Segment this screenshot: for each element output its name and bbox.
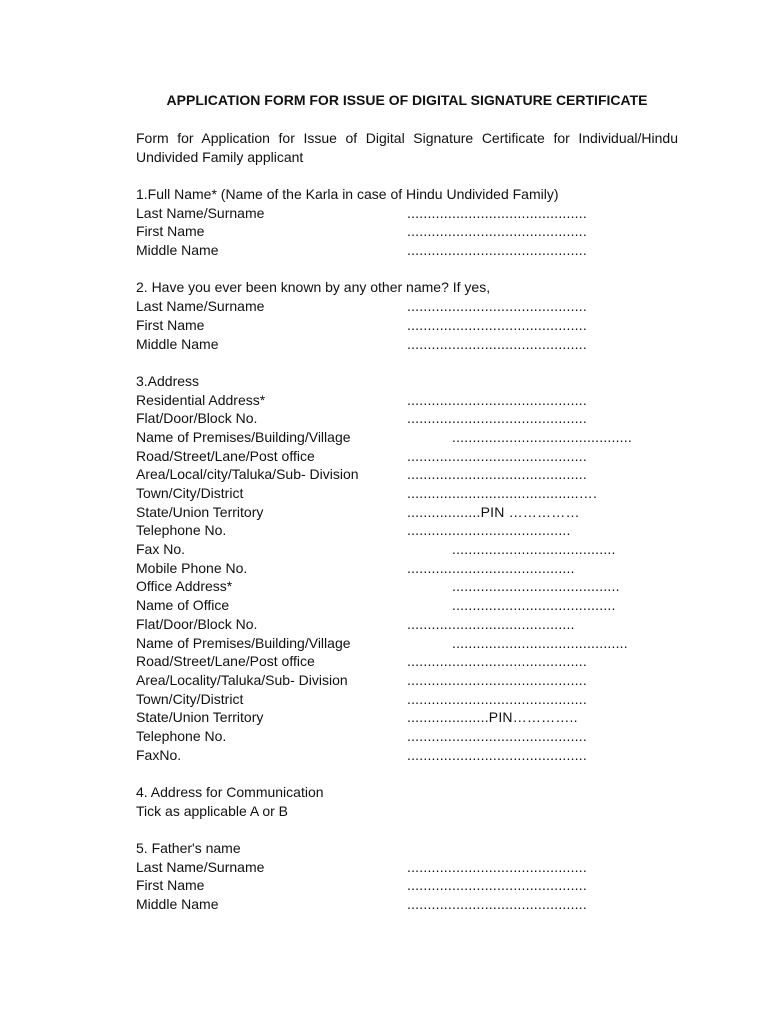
blank-line [136,260,696,279]
dotted-fill-line: ............................................ [407,858,587,875]
form-line [136,241,696,260]
blank-line [136,764,696,783]
form-line [136,484,696,503]
field-label: 1.Full Name* (Name of the Karla in case of Hindu Undivided Family) [136,186,559,202]
blank-line [136,353,696,372]
field-label: 3.Address [136,372,200,389]
form-line [136,596,696,615]
form-line [136,278,696,297]
form-line [136,802,696,821]
field-label: Middle Name [136,242,219,259]
form-title: APPLICATION FORM FOR ISSUE OF DIGITAL SIGNATURE CERTIFICATE [166,92,648,108]
field-label: Area/Local/city/Taluka/Sub- Division [136,466,359,483]
dotted-fill-line: ........................................ [452,541,616,558]
field-label: Flat/Door/Block No. [136,410,258,427]
field-label: Mobile Phone No. [136,559,248,576]
dotted-fill-line: ............................................ [407,466,587,483]
dotted-fill-line: ............................................ [407,335,587,352]
field-label: 4. Address for Communication [136,784,324,800]
form-line [136,335,696,354]
form-line [136,503,696,522]
dotted-fill-line: ............................................ [407,746,587,763]
dotted-fill-line: ....................PIN………….. [407,709,578,726]
field-label: Last Name/Surname [136,204,265,221]
dotted-fill-line: ............................................ [407,242,587,259]
dotted-fill-line: ............................................ [407,391,587,408]
field-label: Fax No. [136,541,186,558]
form-line [136,746,696,765]
form-line [136,559,696,578]
dotted-fill-line: ........................................ [452,597,616,614]
form-line [136,858,696,877]
dotted-fill-line: ............................................ [407,877,587,894]
form-line [136,652,696,671]
form-line [136,727,696,746]
field-label: First Name [136,223,205,240]
form-line [136,222,696,241]
dotted-fill-line: ............................................ [407,410,587,427]
form-line [136,540,696,559]
form-line [136,783,696,802]
field-label: Name of Office [136,597,230,614]
field-label: FaxNo. [136,746,182,763]
field-label: Telephone No. [136,522,227,539]
dotted-fill-line: ......................................... [452,578,620,595]
field-label: Area/Locality/Taluka/Sub- Division [136,671,348,688]
blank-line [136,820,696,839]
field-label: Middle Name [136,896,219,913]
field-label: State/Union Territory [136,709,264,726]
form-intro: Form for Application for Issue of Digital Signature Certificate for Individual/Hindu Undivided Family applicant [136,130,678,165]
dotted-fill-line: ..........................................…. [407,485,598,501]
form-line [136,876,696,895]
field-label: 5. Father's name [136,840,241,857]
form-line [136,577,696,596]
field-label: Road/Street/Lane/Post office [136,653,315,670]
dotted-fill-line: ........................................ [407,522,571,539]
field-label: Telephone No. [136,727,227,744]
form-line [136,372,696,391]
field-label: State/Union Territory [136,503,264,520]
form-line [136,634,696,653]
field-label: Tick as applicable A or B [136,802,289,819]
field-label: Road/Street/Lane/Post office [136,447,315,464]
form-line [136,316,696,335]
field-label: Town/City/District [136,690,244,707]
dotted-fill-line: ......................................... [407,559,575,576]
form-line [136,895,696,914]
dotted-fill-line: ............................................ [407,447,587,464]
form-line [136,204,696,223]
field-label: Last Name/Surname [136,858,265,875]
dotted-fill-line: ............................................ [407,204,587,221]
form-body [136,185,696,914]
form-line [136,447,696,466]
field-label: Town/City/District [136,485,244,501]
field-label: Office Address* [136,578,233,595]
field-label: First Name [136,316,205,333]
dotted-fill-line: ............................................ [407,896,587,913]
dotted-fill-line: ............................................ [452,428,632,445]
form-line [136,185,696,204]
field-label: Middle Name [136,335,219,352]
dotted-fill-line: ........................................... [452,634,628,651]
form-line [136,297,696,316]
form-line [136,391,696,410]
dotted-fill-line: ......................................... [407,615,575,632]
dotted-fill-line: ............................................ [407,298,587,315]
form-line [136,615,696,634]
dotted-fill-line: ..................PIN …………… [407,503,580,520]
field-label: First Name [136,877,205,894]
form-line [136,409,696,428]
dotted-fill-line: ............................................ [407,727,587,744]
dotted-fill-line: ............................................ [407,316,587,333]
form-line [136,428,696,447]
field-label: Name of Premises/Building/Village [136,634,351,651]
field-label: Flat/Door/Block No. [136,615,258,632]
form-line [136,708,696,727]
field-label: 2. Have you ever been known by any other name? If yes, [136,279,491,296]
dotted-fill-line: ............................................ [407,690,587,707]
form-line [136,521,696,540]
dotted-fill-line: ............................................ [407,671,587,688]
field-label: Residential Address* [136,391,266,408]
form-line [136,671,696,690]
dotted-fill-line: ............................................ [407,653,587,670]
field-label: Last Name/Surname [136,298,265,315]
field-label: Name of Premises/Building/Village [136,428,351,445]
dotted-fill-line: ............................................ [407,223,587,240]
form-line [136,465,696,484]
form-line [136,690,696,709]
form-line [136,839,696,858]
